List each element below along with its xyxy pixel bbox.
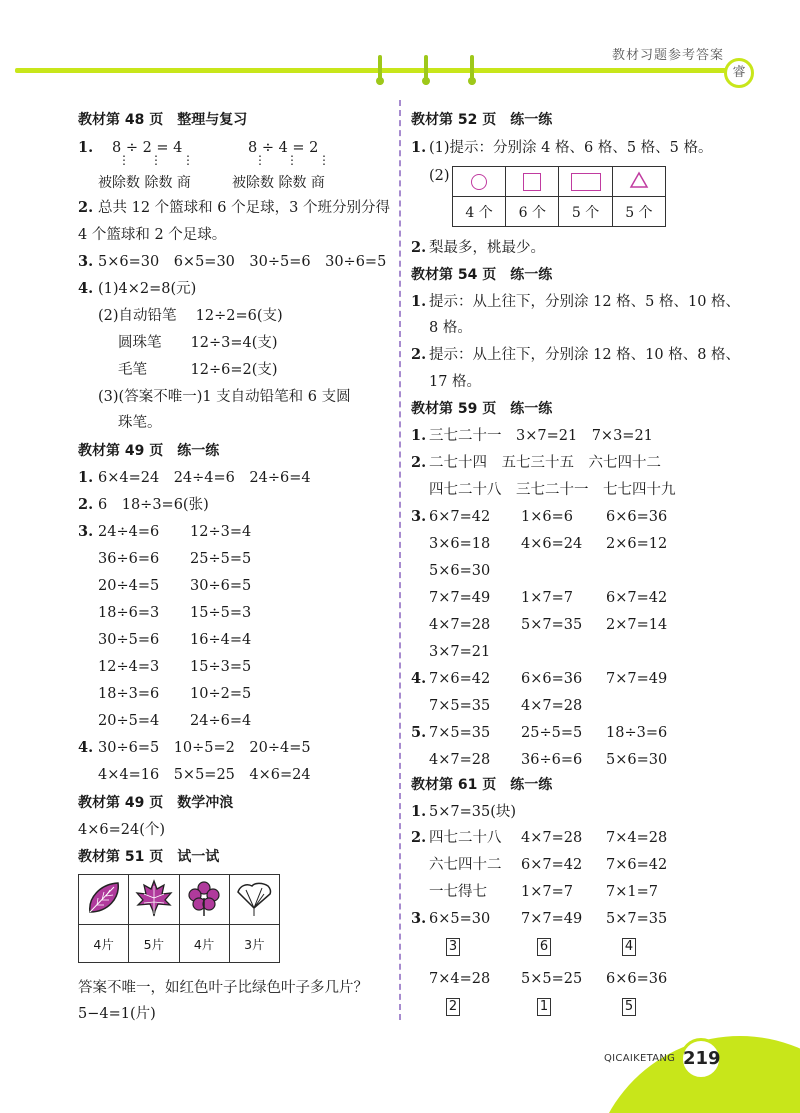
answer-cell: 12÷4=3 — [98, 659, 160, 675]
shape-cell — [506, 167, 559, 197]
flower-leaf-icon — [184, 878, 224, 918]
answer-line: 四七二十八 三七二十一 七七四十九 — [429, 482, 676, 498]
leaf-count: 4片 — [179, 925, 229, 963]
answer-cell: 3×7=21 — [429, 644, 491, 660]
question-number: 1. — [78, 469, 94, 486]
leaf-cell — [129, 875, 179, 925]
answer-cell: 2×7=14 — [606, 617, 668, 633]
section-title: 教材第 49 页 数学冲浪 — [78, 795, 234, 811]
question-number: 3. — [78, 523, 94, 540]
answer-cell: 5×5=25 — [521, 971, 583, 987]
question-number: 4. — [411, 670, 427, 687]
leaf-count: 5片 — [129, 925, 179, 963]
boxed-answer: 3 — [446, 938, 460, 956]
section-title: 教材第 59 页 练一练 — [411, 401, 553, 417]
question-number: 4. — [78, 280, 94, 297]
answer-cell: 4×7=28 — [521, 830, 583, 846]
maple-leaf-icon — [134, 878, 174, 918]
answer-cell: 5×7=35 — [521, 617, 583, 633]
answer-line: (2)自动铅笔 12÷2=6(支) — [98, 308, 283, 324]
answer-line: 二七十四 五七三十五 六七四十二 — [429, 455, 661, 471]
rectangle-icon — [571, 173, 601, 191]
answer-cell: 7×7=49 — [606, 671, 668, 687]
page-number: 219 — [680, 1038, 722, 1080]
dots-icon: ⋮ — [182, 153, 194, 167]
answer-line: (3)(答案不唯一)1 支自动铅笔和 6 支圆 — [98, 389, 351, 405]
question-number: 3. — [78, 253, 94, 270]
answer-line: 珠笔。 — [118, 415, 162, 431]
answer-cell: 7×7=49 — [521, 911, 583, 927]
answer-line: 答案不唯一，如红色叶子比绿色叶子多几片？ — [78, 980, 368, 996]
answer-line: 30÷6=5 10÷5=2 20÷4=5 — [98, 740, 311, 756]
answer-cell: 24÷4=6 — [98, 524, 160, 540]
answer-cell: 7×4=28 — [429, 971, 491, 987]
square-icon — [523, 173, 541, 191]
answer-cell: 六七四十二 — [429, 857, 502, 873]
question-number: 1. — [411, 139, 427, 156]
answer-cell: 6×6=36 — [606, 509, 668, 525]
answer-line: 17 格。 — [429, 374, 482, 390]
section-title: 教材第 51 页 试一试 — [78, 849, 220, 865]
dots-icon: ⋮ — [286, 153, 298, 167]
answer-cell: 12÷3=4 — [190, 524, 252, 540]
caption: 被除数 除数 商 — [232, 175, 325, 191]
question-number: 2. — [78, 496, 94, 513]
shape-cell — [559, 167, 612, 197]
answer-line: 6 18÷3=6(张) — [98, 497, 209, 513]
answer-cell: 36÷6=6 — [521, 752, 583, 768]
answer-cell: 7×4=28 — [606, 830, 668, 846]
answer-line: 8 格。 — [429, 320, 472, 336]
answer-line: 毛笔 12÷6=2(支) — [118, 362, 278, 378]
answer-cell: 6×7=42 — [429, 509, 491, 525]
dots-icon: ⋮ — [318, 153, 330, 167]
shape-table — [452, 166, 666, 227]
answer-line: (1)提示：分别涂 4 格、6 格、5 格、5 格。 — [429, 140, 713, 156]
binder-pin-icon — [422, 55, 430, 85]
dots-icon: ⋮ — [118, 153, 130, 167]
leaf-cell — [179, 875, 229, 925]
leaf-cell — [229, 875, 279, 925]
question-number: 1. — [411, 293, 427, 310]
boxed-answer: 2 — [446, 998, 460, 1016]
answer-cell: 7×6=42 — [606, 857, 668, 873]
shape-count: 6 个 — [506, 197, 559, 227]
dots-icon: ⋮ — [254, 153, 266, 167]
triangle-icon — [629, 171, 649, 189]
answer-cell: 6×5=30 — [429, 911, 491, 927]
answer-cell: 7×6=42 — [429, 671, 491, 687]
answer-cell: 6×7=42 — [606, 590, 668, 606]
answer-cell: 16÷4=4 — [190, 632, 252, 648]
oval-leaf-icon — [84, 878, 124, 918]
answer-line: 5×7=35(块) — [429, 804, 517, 820]
answer-cell: 7×5=35 — [429, 698, 491, 714]
question-number: 2. — [411, 454, 427, 471]
section-title: 教材第 61 页 练一练 — [411, 777, 553, 793]
question-number: 3. — [411, 910, 427, 927]
answer-cell: 18÷3=6 — [98, 686, 160, 702]
question-number: 5. — [411, 724, 427, 741]
answer-cell: 25÷5=5 — [521, 725, 583, 741]
answer-cell: 20÷4=5 — [98, 578, 160, 594]
equation: 8 ÷ 2 = 4 — [112, 140, 183, 156]
footer-brand: QICAIKETANG — [604, 1053, 676, 1064]
sub-label: (2) — [429, 168, 450, 184]
shape-count: 4 个 — [453, 197, 506, 227]
answer-line: 6×4=24 24÷4=6 24÷6=4 — [98, 470, 311, 486]
answer-cell: 2×6=12 — [606, 536, 668, 552]
answer-cell: 3×6=18 — [429, 536, 491, 552]
boxed-answer: 6 — [537, 938, 551, 956]
question-number: 2. — [411, 346, 427, 363]
answer-cell: 5×6=30 — [606, 752, 668, 768]
answer-cell: 一七得七 — [429, 884, 487, 900]
answer-cell: 4×7=28 — [521, 698, 583, 714]
answer-cell: 6×6=36 — [521, 671, 583, 687]
boxed-answer: 5 — [622, 998, 636, 1016]
answer-line: 4 个篮球和 2 个足球。 — [78, 227, 227, 243]
equation: 8 ÷ 4 = 2 — [248, 140, 319, 156]
leaf-table — [78, 874, 280, 963]
dots-icon: ⋮ — [150, 153, 162, 167]
answer-line: (1)4×2=8(元) — [98, 281, 197, 297]
answer-line: 5−4=1(片) — [78, 1006, 156, 1022]
section-title: 教材第 52 页 练一练 — [411, 112, 553, 128]
answer-cell: 1×6=6 — [521, 509, 573, 525]
question-number: 1. — [78, 139, 94, 156]
answer-line: 三七二十一 3×7=21 7×3=21 — [429, 428, 653, 444]
shape-count: 5 个 — [612, 197, 665, 227]
boxed-answer: 4 — [622, 938, 636, 956]
leaf-count: 4片 — [79, 925, 129, 963]
answer-cell: 20÷5=4 — [98, 713, 160, 729]
answer-line: 圆珠笔 12÷3=4(支) — [118, 335, 278, 351]
answer-cell: 5×6=30 — [429, 563, 491, 579]
leaf-count: 3片 — [229, 925, 279, 963]
binder-pin-icon — [376, 55, 384, 85]
column-divider — [399, 100, 401, 1020]
answer-cell: 10÷2=5 — [190, 686, 252, 702]
header-badge: 睿 — [724, 58, 754, 88]
answer-line: 5×6=30 6×5=30 30÷5=6 30÷6=5 — [98, 254, 387, 270]
answer-line: 提示：从上往下，分别涂 12 格、5 格、10 格、 — [429, 294, 741, 310]
answer-cell: 4×7=28 — [429, 617, 491, 633]
answer-line: 梨最多，桃最少。 — [429, 240, 545, 256]
answer-cell: 7×1=7 — [606, 884, 658, 900]
answer-cell: 30÷5=6 — [98, 632, 160, 648]
shape-cell — [453, 167, 506, 197]
answer-cell: 25÷5=5 — [190, 551, 252, 567]
leaf-cell — [79, 875, 129, 925]
answer-cell: 30÷6=5 — [190, 578, 252, 594]
answer-cell: 7×5=35 — [429, 725, 491, 741]
answer-cell: 4×7=28 — [429, 752, 491, 768]
answer-cell: 15÷5=3 — [190, 605, 252, 621]
answer-line: 总共 12 个篮球和 6 个足球，3 个班分别分得 — [98, 200, 390, 216]
answer-cell: 6×6=36 — [606, 971, 668, 987]
answer-cell: 6×7=42 — [521, 857, 583, 873]
question-number: 2. — [411, 829, 427, 846]
answer-line: 提示：从上往下，分别涂 12 格、10 格、8 格、 — [429, 347, 741, 363]
shape-cell — [612, 167, 665, 197]
section-title: 教材第 49 页 练一练 — [78, 443, 220, 459]
caption: 被除数 除数 商 — [98, 175, 191, 191]
shape-count: 5 个 — [559, 197, 612, 227]
answer-line: 4×6=24(个) — [78, 822, 166, 838]
question-number: 3. — [411, 508, 427, 525]
binder-pin-icon — [468, 55, 476, 85]
section-title: 教材第 48 页 整理与复习 — [78, 112, 248, 128]
question-number: 1. — [411, 427, 427, 444]
answer-cell: 1×7=7 — [521, 590, 573, 606]
answer-cell: 18÷3=6 — [606, 725, 668, 741]
question-number: 2. — [411, 239, 427, 256]
answer-line: 4×4=16 5×5=25 4×6=24 — [98, 767, 311, 783]
answer-cell: 7×7=49 — [429, 590, 491, 606]
answer-cell: 1×7=7 — [521, 884, 573, 900]
question-number: 1. — [411, 803, 427, 820]
answer-cell: 5×7=35 — [606, 911, 668, 927]
section-title: 教材第 54 页 练一练 — [411, 267, 553, 283]
ginkgo-leaf-icon — [234, 878, 274, 918]
answer-cell: 4×6=24 — [521, 536, 583, 552]
question-number: 4. — [78, 739, 94, 756]
header-title: 教材习题参考答案 — [612, 48, 725, 63]
answer-cell: 36÷6=6 — [98, 551, 160, 567]
answer-cell: 15÷3=5 — [190, 659, 252, 675]
question-number: 2. — [78, 199, 94, 216]
answer-cell: 四七二十八 — [429, 830, 502, 846]
answer-cell: 24÷6=4 — [190, 713, 252, 729]
boxed-answer: 1 — [537, 998, 551, 1016]
circle-icon — [471, 174, 487, 190]
answer-cell: 18÷6=3 — [98, 605, 160, 621]
